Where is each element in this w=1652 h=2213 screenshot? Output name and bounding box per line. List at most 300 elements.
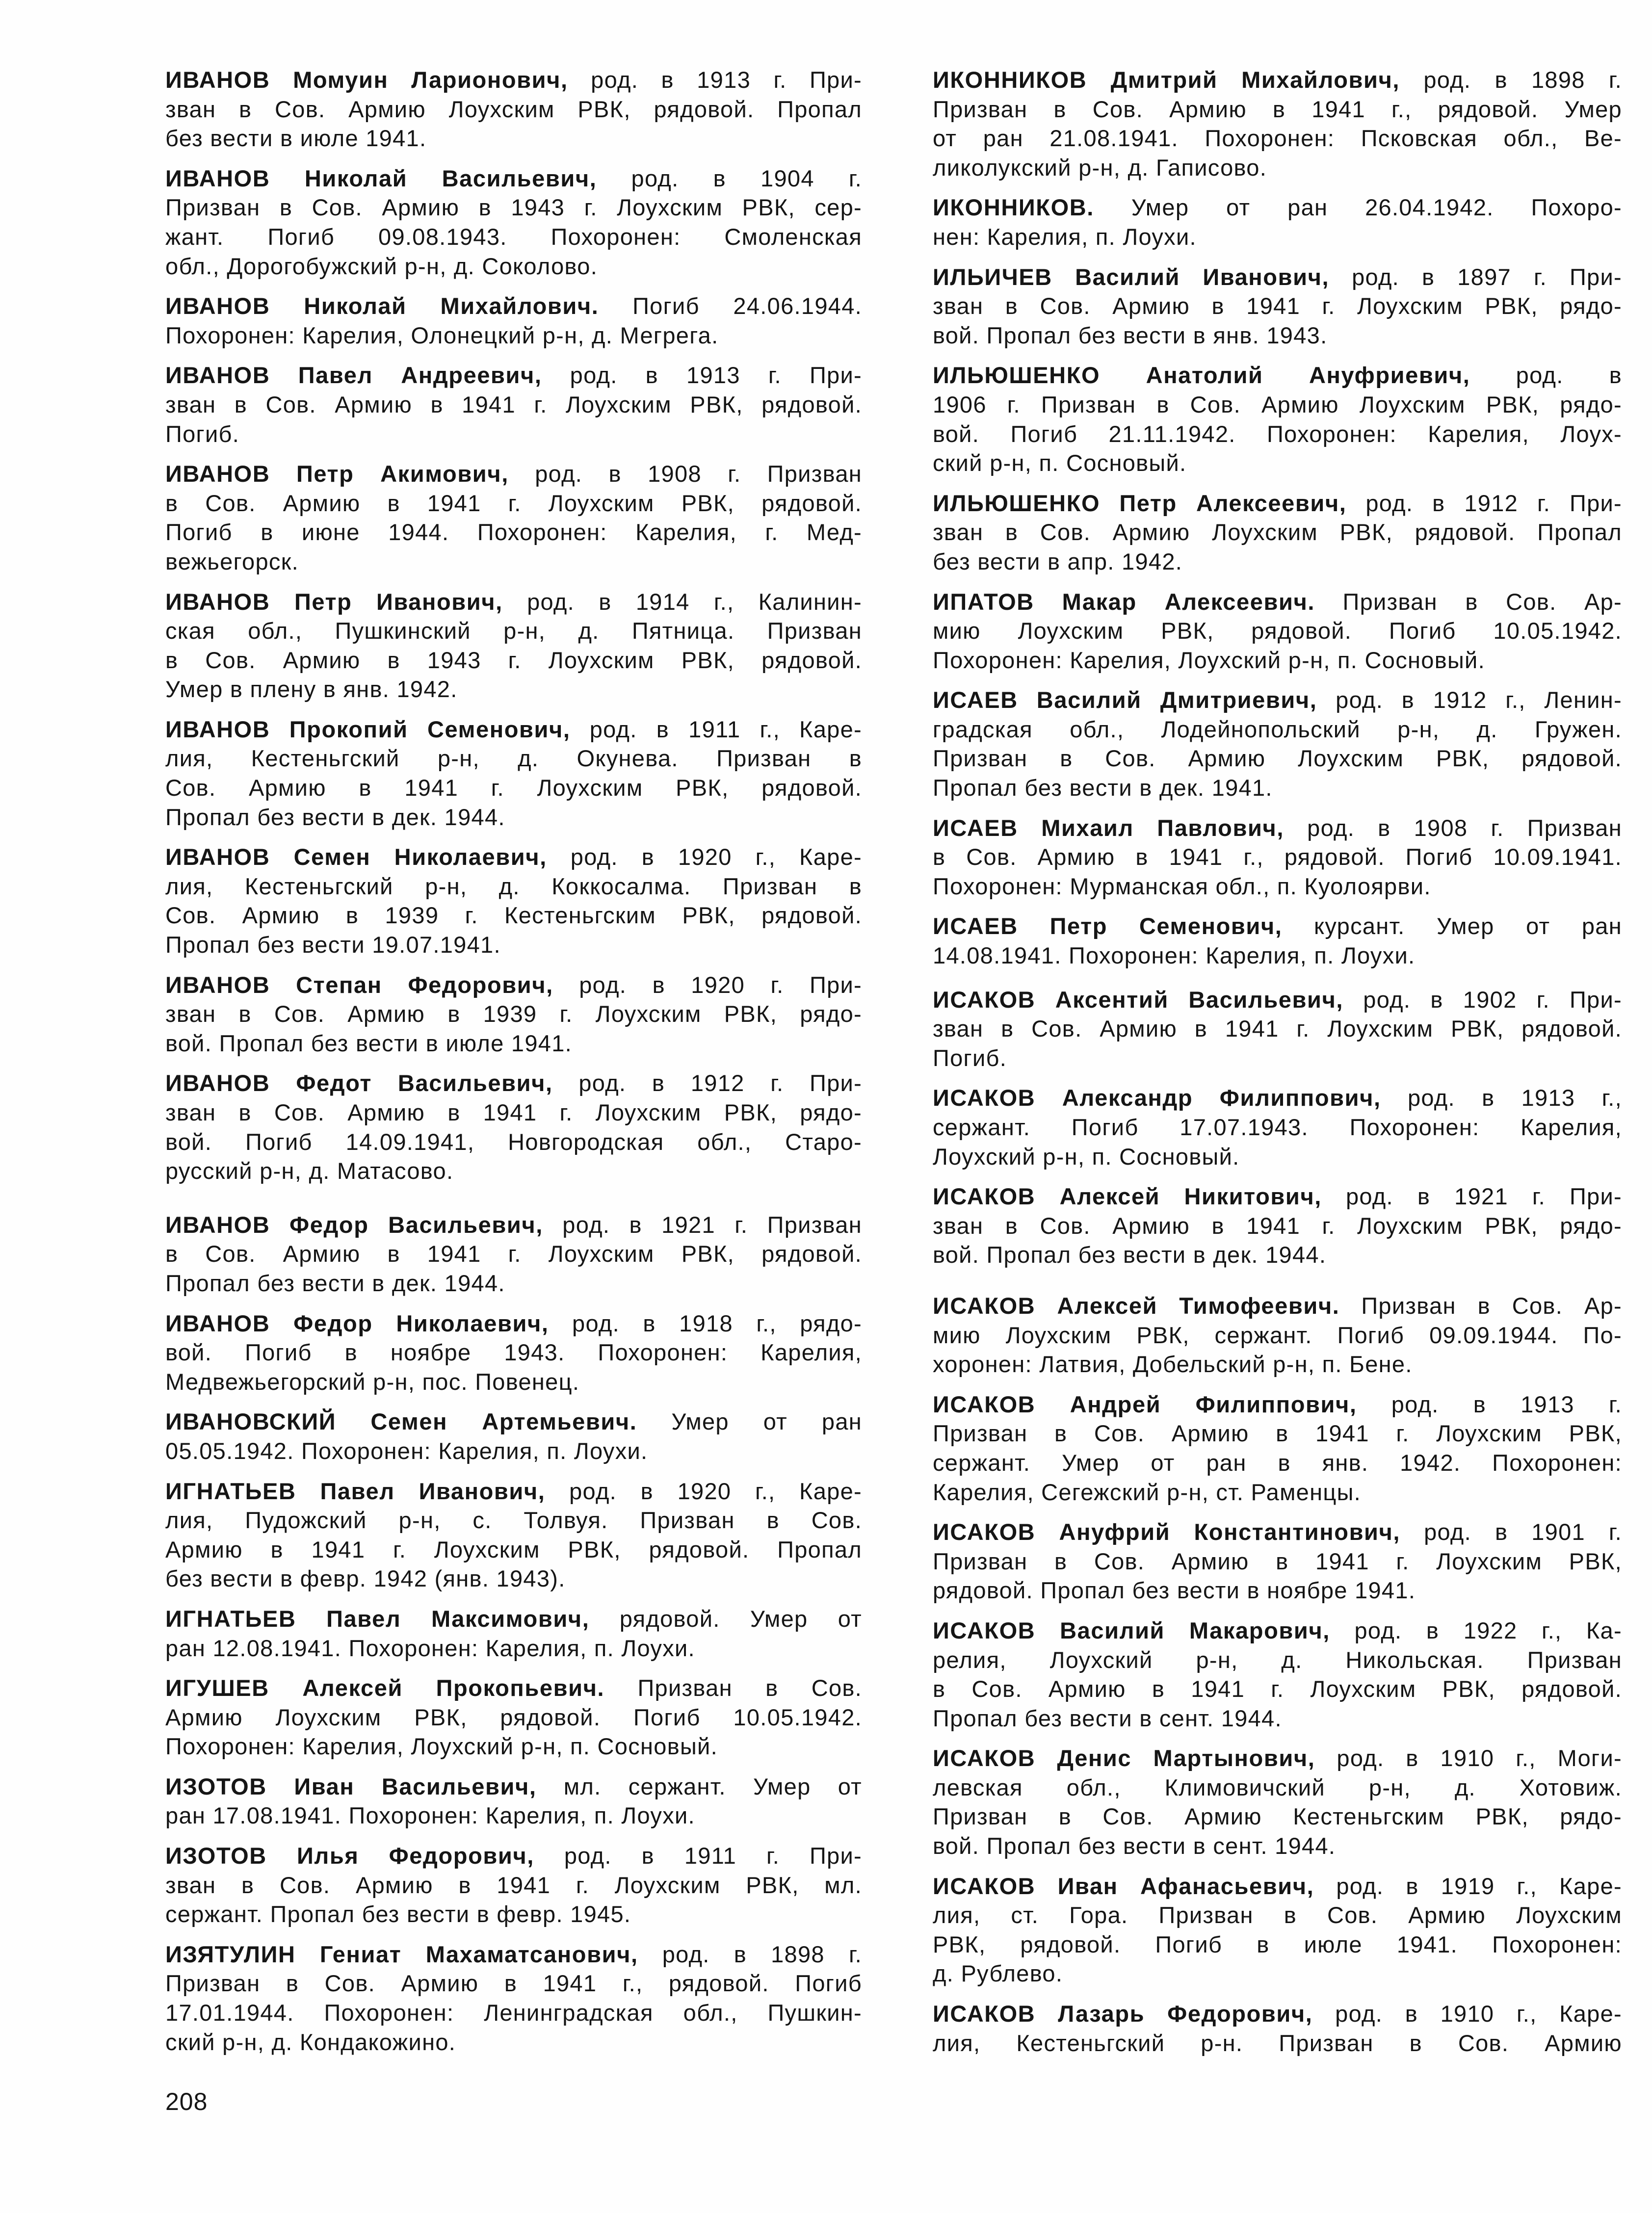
entry-line <box>933 390 1622 419</box>
entry-name: ИВАНОВ Петр Иванович, <box>165 588 503 615</box>
entry-text: Призван в Сов. Армию в 1941 г., рядовой. Погиб <box>165 1970 862 1997</box>
entry-text: без вести в февр. 1942 (янв. 1943). <box>165 1565 566 1592</box>
entry-text: Призван в Сов. Армию в 1941 г. Лоухским РВК, <box>933 1548 1622 1574</box>
entry-text: род. в 1898 г. <box>1423 67 1622 93</box>
entry-text: род. в 1897 г. При- <box>1352 263 1622 290</box>
entry-text: зван в Сов. Армию в 1941 г. Лоухским РВК, рядо- <box>165 1099 862 1125</box>
entry-line <box>933 1350 1622 1379</box>
entry-line <box>165 1239 862 1269</box>
entry-line <box>933 1291 1622 1321</box>
entry <box>165 970 862 1058</box>
entry-line <box>165 1871 862 1900</box>
entry-line <box>933 361 1622 390</box>
entry-line <box>933 153 1622 182</box>
entry-line <box>933 1113 1622 1142</box>
entry-name: ИСАКОВ Александр Филиппович, <box>933 1085 1381 1111</box>
entry <box>933 1083 1622 1171</box>
entry-text: вой. Пропал без вести в дек. 1944. <box>933 1242 1327 1268</box>
entry <box>165 1477 862 1593</box>
entry-text: зван в Сов. Армию в 1941 г. Лоухским РВК, рядо- <box>933 1212 1622 1239</box>
entry-text: Призван в Сов. Армию Кестеньгским РВК, рядо- <box>933 1803 1622 1830</box>
entry <box>933 361 1622 477</box>
entry <box>933 1182 1622 1270</box>
entry-text: Пропал без вести 19.07.1941. <box>165 932 501 958</box>
entry-line <box>165 1407 862 1436</box>
entry <box>165 1309 862 1397</box>
entry-line <box>165 1998 862 2028</box>
entry-name: ИВАНОВ Петр Акимович, <box>165 461 509 487</box>
entry-line <box>165 1029 862 1058</box>
entry-line <box>933 2029 1622 2058</box>
entry-text: род. в <box>1516 362 1622 389</box>
entry-line <box>165 1127 862 1157</box>
entry-name: ИВАНОВ Федот Васильевич, <box>165 1070 553 1096</box>
entry-line <box>165 1841 862 1871</box>
entry-line <box>165 1477 862 1506</box>
entry-text: Умер от ран 26.04.1942. Похоро- <box>1131 194 1622 221</box>
entry-name: ИЗЯТУЛИН Гениат Махаматсанович, <box>165 1941 638 1967</box>
entry-text: хоронен: Латвия, Добельский р-н, п. Бене. <box>933 1351 1413 1378</box>
entry-line <box>165 1969 862 1998</box>
entry-name: ИГНАТЬЕВ Павел Максимович, <box>165 1605 590 1632</box>
entry-line <box>933 95 1622 124</box>
entry-name: ИВАНОВ Павел Андреевич, <box>165 362 542 389</box>
entry-line <box>933 1674 1622 1704</box>
entry-text: мл. сержант. Умер от <box>563 1773 862 1799</box>
entry-line <box>165 1367 862 1397</box>
entry <box>933 193 1622 251</box>
entry-line <box>165 773 862 803</box>
entry-line <box>165 1564 862 1593</box>
entry-text: зван в Сов. Армию Лоухским РВК, рядовой. Пропал <box>165 96 862 122</box>
entry-line <box>165 970 862 1000</box>
entry-text: Сов. Армию в 1941 г. Лоухским РВК, рядовой. <box>165 775 862 801</box>
entry-line <box>933 646 1622 675</box>
entry <box>933 985 1622 1073</box>
entry-text: род. в 1910 г., Моги- <box>1337 1745 1622 1771</box>
entry <box>165 1673 862 1761</box>
entry-text: вежьегорск. <box>165 548 299 574</box>
entry-line <box>933 1240 1622 1270</box>
entry-text: Армию в 1941 г. Лоухским РВК, рядовой. Пропал <box>165 1536 862 1562</box>
entry-line <box>165 1309 862 1338</box>
entry-line <box>165 1269 862 1298</box>
entry-line <box>165 587 862 617</box>
entry-text: Призван в Сов. Армию в 1941 г. Лоухским РВК, <box>933 1420 1622 1447</box>
entry-name: ИСАЕВ Василий Дмитриевич, <box>933 687 1317 713</box>
entry-text: род. в 1912 г., Ленин- <box>1336 687 1622 713</box>
entry <box>933 1999 1622 2057</box>
entry-text: Погиб. <box>165 420 240 447</box>
entry-name: ИЗОТОВ Иван Васильевич, <box>165 1773 537 1799</box>
entry-line <box>165 715 862 744</box>
entry-text: мию Лоухским РВК, сержант. Погиб 09.09.1944. По- <box>933 1322 1622 1348</box>
entry <box>165 1841 862 1929</box>
entry-text: Призван в Сов. Армию в 1943 г. Лоухским РВК, сер- <box>165 194 862 221</box>
entry-text: без вести в июле 1941. <box>165 125 427 152</box>
entry-text: курсант. Умер от ран <box>1313 913 1622 939</box>
entry-text: Пропал без вести в дек. 1941. <box>933 775 1273 801</box>
entry-line <box>933 1999 1622 2029</box>
entry-line <box>933 65 1622 95</box>
entry-name: ИЗОТОВ Илья Федорович, <box>165 1843 534 1869</box>
entry-line <box>933 773 1622 803</box>
entry-line <box>933 1704 1622 1733</box>
entry-name: ИВАНОВ Николай Михайлович. <box>165 293 599 319</box>
entry-line <box>933 321 1622 350</box>
entry-text: Умер от ран <box>671 1408 862 1435</box>
entry-text: зван в Сов. Армию в 1941 г. Лоухским РВК, рядовой. <box>933 1015 1622 1042</box>
entry <box>933 685 1622 802</box>
entry-line <box>165 1098 862 1127</box>
entry-line <box>933 1930 1622 1959</box>
entry-line <box>165 1940 862 1969</box>
entry-name: ИЛЬЮШЕНКО Анатолий Ануфриевич, <box>933 362 1470 389</box>
entry <box>933 1616 1622 1733</box>
entry-line <box>165 999 862 1029</box>
entry-name: ИСАКОВ Алексей Никитович, <box>933 1183 1322 1210</box>
entry-line <box>933 1448 1622 1478</box>
entry-line <box>933 941 1622 970</box>
entry-text: жант. Погиб 09.08.1943. Похоронен: Смоленская <box>165 223 862 250</box>
entry-name: ИГУШЕВ Алексей Прокопьевич. <box>165 1675 605 1701</box>
entry-name: ИВАНОВ Федор Васильевич, <box>165 1211 543 1238</box>
entry-name: ИВАНОВ Николай Васильевич, <box>165 165 597 191</box>
entry-line <box>933 124 1622 153</box>
entry-text: род. в 1911 г., Каре- <box>589 716 862 742</box>
entry <box>933 813 1622 901</box>
entry-line <box>165 1673 862 1703</box>
entry-text: д. Рублево. <box>933 1960 1063 1987</box>
entry-name: ИКОННИКОВ. <box>933 194 1094 221</box>
entry-line <box>165 1068 862 1098</box>
entry-text: рядовой. Умер от <box>619 1605 862 1632</box>
left-column <box>165 65 862 2057</box>
entry-line <box>165 930 862 960</box>
entry <box>933 1291 1622 1379</box>
entry-line <box>165 547 862 576</box>
entry-line <box>933 813 1622 843</box>
entry-line <box>933 985 1622 1015</box>
entry-name: ИСАКОВ Лазарь Федорович, <box>933 2001 1313 2027</box>
entry-line <box>165 222 862 252</box>
entry-text: в Сов. Армию в 1943 г. Лоухским РВК, рядовой. <box>165 647 862 673</box>
entry-name: ИЛЬЮШЕНКО Петр Алексеевич, <box>933 490 1347 516</box>
entry-text: зван в Сов. Армию в 1941 г. Лоухским РВК, рядовой. <box>165 391 862 417</box>
entry-line <box>933 419 1622 449</box>
entry-text: в Сов. Армию в 1941 г. Лоухским РВК, рядовой. <box>165 1241 862 1267</box>
entry-name: ИСАКОВ Аксентий Васильевич, <box>933 986 1344 1013</box>
entry-name: ИВАНОВСКИЙ Семен Артемьевич. <box>165 1408 637 1435</box>
entry-line <box>933 1142 1622 1172</box>
entry-text: род. в 1920 г., Каре- <box>570 844 862 870</box>
entry <box>165 842 862 959</box>
entry-text: сержант. Умер от ран в янв. 1942. Похоронен: <box>933 1449 1622 1476</box>
entry-text: род. в 1912 г. При- <box>578 1070 862 1096</box>
entry-line <box>933 587 1622 617</box>
entry-name: ИГНАТЬЕВ Павел Иванович, <box>165 1478 546 1504</box>
entry-text: зван в Сов. Армию в 1941 г. Лоухским РВК, рядо- <box>933 293 1622 319</box>
entry-text: Похоронен: Карелия, Олонецкий р-н, д. Мегрега. <box>165 322 719 348</box>
entry-text: род. в 1921 г. Призван <box>562 1211 862 1238</box>
entry <box>165 65 862 153</box>
entry-line <box>165 1634 862 1663</box>
entry-text: сержант. Пропал без вести в февр. 1945. <box>165 1901 631 1927</box>
entry-line <box>933 547 1622 576</box>
entry-line <box>933 448 1622 478</box>
entry <box>165 1068 862 1185</box>
entry-line <box>165 1703 862 1732</box>
entry-text: лия, Кестеньгский р-н, д. Окунева. Призван в <box>165 745 862 772</box>
entry-line <box>165 901 862 930</box>
entry-text: ран 17.08.1941. Похоронен: Карелия, п. Лоухи. <box>165 1802 695 1829</box>
entry <box>933 1872 1622 1988</box>
entry-line <box>933 518 1622 547</box>
entry-line <box>165 193 862 222</box>
entry-text: род. в 1913 г. <box>1391 1391 1622 1417</box>
entry-text: род. в 1902 г. При- <box>1363 986 1622 1013</box>
entry-name: ИСАКОВ Василий Макарович, <box>933 1617 1330 1643</box>
entry-line <box>933 291 1622 321</box>
entry-line <box>165 1900 862 1929</box>
entry-text: род. в 1920 г., Каре- <box>569 1478 862 1504</box>
entry <box>933 587 1622 675</box>
entry-line <box>933 872 1622 901</box>
entry-text: Погиб в июне 1944. Похоронен: Карелия, г. Мед- <box>165 519 862 546</box>
entry-text: вой. Погиб 21.11.1942. Похоронен: Карелия, Лоух- <box>933 420 1622 447</box>
page-number: 208 <box>165 2088 208 2115</box>
entry-text: род. в 1908 г. Призван <box>535 461 862 487</box>
entry <box>165 1210 862 1298</box>
entry-text: 14.08.1941. Похоронен: Карелия, п. Лоухи. <box>933 942 1416 969</box>
entry-text: Призван в Сов. Ар- <box>1361 1292 1622 1319</box>
entry-text: рядовой. Пропал без вести в ноябре 1941. <box>933 1577 1416 1604</box>
entry-text: в Сов. Армию в 1941 г. Лоухским РВК, рядовой. <box>933 1676 1622 1702</box>
entry-text: Лоухский р-н, п. Сосновый. <box>933 1143 1240 1170</box>
entry-line <box>165 124 862 153</box>
entry-line <box>933 262 1622 292</box>
entry-line <box>165 1338 862 1367</box>
entry-name: ИВАНОВ Момуин Ларионович, <box>165 67 568 93</box>
entry-text: ран 12.08.1941. Похоронен: Карелия, п. Лоухи. <box>165 1635 695 1661</box>
entry-text: вой. Пропал без вести в янв. 1943. <box>933 322 1328 348</box>
entry-line <box>933 1390 1622 1419</box>
entry-line <box>165 744 862 773</box>
entry-line <box>933 1547 1622 1576</box>
entry-text: род. в 1918 г., рядо- <box>572 1310 862 1336</box>
entry-name: ИСАЕВ Петр Семенович, <box>933 913 1283 939</box>
entry-text: род. в 1901 г. <box>1424 1519 1622 1545</box>
entry-text: род. в 1904 г. <box>631 165 862 191</box>
entry-name: ИВАНОВ Семен Николаевич, <box>165 844 547 870</box>
entry <box>933 1390 1622 1507</box>
entry-line <box>933 1959 1622 1988</box>
entry-line <box>933 1419 1622 1448</box>
entry-name: ИВАНОВ Степан Федорович, <box>165 971 553 998</box>
entry-text: РВК, рядовой. Погиб в июле 1941. Похоронен: <box>933 1931 1622 1957</box>
entry-line <box>933 1211 1622 1241</box>
entry-text: обл., Дорогобужский р-н, д. Соколово. <box>165 253 598 279</box>
entry-text: лия, Пудожский р-н, с. Толвуя. Призван в Сов. <box>165 1507 862 1534</box>
entry-line <box>933 1872 1622 1901</box>
entry-line <box>933 1182 1622 1211</box>
entry-line <box>933 1043 1622 1073</box>
entry-line <box>165 95 862 124</box>
entry-text: род. в 1910 г., Каре- <box>1335 2001 1622 2027</box>
entry-line <box>165 842 862 872</box>
entry-text: зван в Сов. Армию в 1941 г. Лоухским РВК, мл. <box>165 1872 862 1898</box>
entry <box>933 65 1622 182</box>
entry-line <box>933 1083 1622 1113</box>
entry-text: в Сов. Армию в 1941 г., рядовой. Погиб 10.09.1941. <box>933 844 1622 870</box>
entry <box>933 1744 1622 1860</box>
entry-text: зван в Сов. Армию Лоухским РВК, рядовой. Пропал <box>933 519 1622 546</box>
entry-line <box>165 252 862 281</box>
entry-line <box>165 1772 862 1801</box>
entry-line <box>165 65 862 95</box>
entry-text: род. в 1921 г. При- <box>1345 1183 1622 1210</box>
entry <box>165 715 862 832</box>
entry-line <box>165 361 862 390</box>
entry <box>165 291 862 350</box>
entry-line <box>165 1535 862 1564</box>
entry-line <box>165 1801 862 1830</box>
entry-text: ликолукский р-н, д. Гаписово. <box>933 154 1267 181</box>
entry-line <box>165 321 862 350</box>
entry-text: Умер в плену в янв. 1942. <box>165 676 458 703</box>
entry-text: в Сов. Армию в 1941 г. Лоухским РВК, рядовой. <box>165 490 862 516</box>
entry-name: ИСАКОВ Иван Афанасьевич, <box>933 1873 1314 1899</box>
entry-line <box>933 1802 1622 1831</box>
entry-line <box>165 646 862 675</box>
entry-text: 1906 г. Призван в Сов. Армию Лоухским РВК, рядо- <box>933 391 1622 417</box>
entry-text: лия, ст. Гора. Призван в Сов. Армию Лоухским <box>933 1902 1622 1928</box>
entry-text: вой. Пропал без вести в сент. 1944. <box>933 1833 1336 1859</box>
entry-line <box>165 675 862 704</box>
entry-text: нен: Карелия, п. Лоухи. <box>933 223 1197 250</box>
entry-name: ИСАКОВ Алексей Тимофеевич. <box>933 1292 1340 1319</box>
entry-line <box>165 1506 862 1535</box>
entry-text: Сов. Армию в 1939 г. Кестеньгским РВК, рядовой. <box>165 902 862 929</box>
entry <box>165 361 862 448</box>
entry-text: релия, Лоухский р-н, д. Никольская. Призван <box>933 1646 1622 1673</box>
entry-line <box>165 164 862 193</box>
entry-text: 17.01.1944. Похоронен: Ленинградская обл., Пушкин- <box>165 2000 862 2026</box>
entry-name: ИВАНОВ Прокопий Семенович, <box>165 716 571 742</box>
entry-text: от ран 21.08.1941. Похоронен: Псковская обл., Ве- <box>933 125 1622 152</box>
entry-text: Пропал без вести в дек. 1944. <box>165 804 505 830</box>
entry-text: род. в 1912 г. При- <box>1365 490 1622 516</box>
entry-line <box>165 1436 862 1466</box>
entry-line <box>933 1773 1622 1802</box>
entry <box>165 587 862 704</box>
entry-name: ИКОННИКОВ Дмитрий Михайлович, <box>933 67 1400 93</box>
entry-text: Призван в Сов. Армию Лоухским РВК, рядовой. <box>933 745 1622 772</box>
entry-line <box>165 1732 862 1761</box>
entry-text: Похоронен: Карелия, Лоухский р-н, п. Сосновый. <box>165 1733 718 1760</box>
entry-line <box>165 616 862 646</box>
entry <box>165 1772 862 1830</box>
entry-text: 05.05.1942. Похоронен: Карелия, п. Лоухи. <box>165 1437 648 1464</box>
entry-text: род. в 1913 г. При- <box>570 362 862 389</box>
entry-text: род. в 1911 г. При- <box>564 1843 862 1869</box>
entry-text: Призван в Сов. <box>637 1675 862 1701</box>
entry-line <box>933 1831 1622 1861</box>
entry-name: ИПАТОВ Макар Алексеевич. <box>933 588 1315 615</box>
entry-text: лия, Кестеньгский р-н. Призван в Сов. Армию <box>933 2030 1622 2056</box>
entry-text: лия, Кестеньгский р-н, д. Коккосалма. Призван в <box>165 873 862 899</box>
entry-line <box>933 842 1622 872</box>
entry-line <box>933 193 1622 222</box>
entry-name: ИСАКОВ Андрей Филиппович, <box>933 1391 1357 1417</box>
entry-text: Похоронен: Мурманская обл., п. Куолоярви. <box>933 873 1431 899</box>
entry-text: без вести в апр. 1942. <box>933 548 1183 574</box>
entry-text: род. в 1913 г., <box>1407 1085 1622 1111</box>
entry <box>933 911 1622 970</box>
entry-text: Похоронен: Карелия, Лоухский р-н, п. Сосновый. <box>933 647 1485 673</box>
entry-line <box>933 744 1622 773</box>
entry-text: род. в 1922 г., Ка- <box>1354 1617 1622 1643</box>
entry-line <box>165 390 862 419</box>
entry-line <box>933 1014 1622 1043</box>
entry-line <box>165 489 862 518</box>
entry-text: род. в 1913 г. При- <box>591 67 862 93</box>
entry <box>165 164 862 281</box>
entry-line <box>933 1576 1622 1605</box>
entry-line <box>165 803 862 832</box>
entry-text: Призван в Сов. Армию в 1941 г., рядовой. Умер <box>933 96 1622 122</box>
entry-name: ИСАКОВ Ануфрий Константинович, <box>933 1519 1401 1545</box>
entry-line <box>933 616 1622 646</box>
entry-text: вой. Погиб 14.09.1941, Новгородская обл., Старо- <box>165 1128 862 1155</box>
entry-line <box>933 715 1622 744</box>
entry-line <box>933 1901 1622 1930</box>
entry-line <box>165 291 862 321</box>
entry-text: вой. Пропал без вести в июле 1941. <box>165 1030 573 1056</box>
entry-text: Погиб. <box>933 1044 1007 1071</box>
right-column <box>933 65 1622 2057</box>
entry-text: Армию Лоухским РВК, рядовой. Погиб 10.05.1942. <box>165 1704 862 1730</box>
entry-name: ИСАЕВ Михаил Павлович, <box>933 814 1284 841</box>
entry-text: Карелия, Сегежский р-н, ст. Раменцы. <box>933 1479 1362 1505</box>
entry-text: Погиб 24.06.1944. <box>632 293 862 319</box>
entry-text: род. в 1919 г., Каре- <box>1336 1873 1622 1899</box>
entry-line <box>165 1156 862 1186</box>
entry-text: Медвежьегорский р-н, пос. Повенец. <box>165 1368 580 1395</box>
entry-text: сержант. Погиб 17.07.1943. Похоронен: Карелия, <box>933 1114 1622 1140</box>
entry <box>165 1407 862 1465</box>
entry-line <box>165 419 862 449</box>
entry-text: род. в 1898 г. <box>662 1941 862 1967</box>
entry-text: ский р-н, п. Сосновый. <box>933 450 1187 476</box>
entry-text: русский р-н, д. Матасово. <box>165 1158 454 1184</box>
entry-text: род. в 1920 г. При- <box>579 971 862 998</box>
entry-text: ский р-н, д. Кондакожино. <box>165 2029 456 2055</box>
entry-name: ИЛЬИЧЕВ Василий Иванович, <box>933 263 1330 290</box>
entry-text: Пропал без вести в дек. 1944. <box>165 1270 505 1296</box>
entry-text: вой. Погиб в ноябре 1943. Похоронен: Карелия, <box>165 1339 862 1366</box>
entry-line <box>165 1604 862 1634</box>
entry <box>165 459 862 576</box>
entry-line <box>933 911 1622 941</box>
entry <box>933 1517 1622 1605</box>
entry-line <box>933 1744 1622 1773</box>
entry-line <box>165 872 862 901</box>
entry-line <box>165 2028 862 2057</box>
entry-text: род. в 1914 г., Калинин- <box>527 588 862 615</box>
entry-text: Призван в Сов. Ар- <box>1342 588 1622 615</box>
entry-text: Пропал без вести в сент. 1944. <box>933 1705 1282 1731</box>
